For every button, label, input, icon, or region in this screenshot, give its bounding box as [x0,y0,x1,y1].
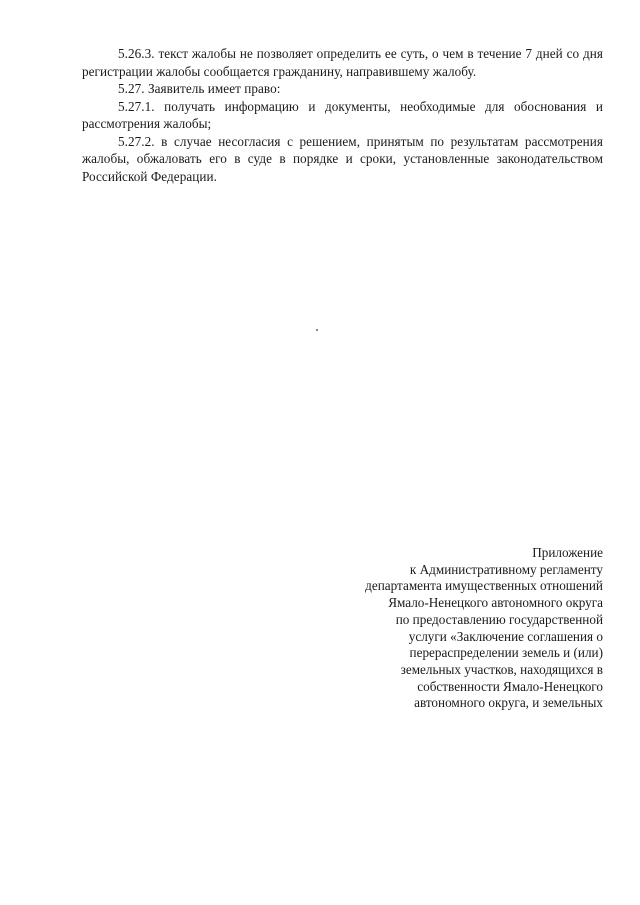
paragraph-5-26-3: 5.26.3. текст жалобы не позволяет определить ее суть, о чем в течение 7 дней со дня регистрации жалобы сообщается гражданину, направившему жалобу. [82,46,603,79]
appendix-line: по предоставлению государственной [395,611,603,627]
paragraph-5-27-2: 5.27.2. в случае несогласия с решением, принятым по результатам рассмотрения жалобы, обжаловать его в суде в порядке и сроки, установленные законодательством Российской Федерации. [82,133,603,184]
paragraph-5-27: 5.27. Заявитель имеет право: [118,81,281,96]
appendix-line: перераспределении земель и (или) [409,645,603,661]
appendix-line: Ямало-Ненецкого автономного округа [388,595,603,611]
scan-speck [316,329,318,331]
appendix-header [303,545,603,712]
appendix-line: собственности Ямало-Ненецкого [417,678,603,694]
paragraph-5-27-1: 5.27.1. получать информацию и документы, необходимые для обоснования и рассмотрения жалобы; [82,98,603,131]
appendix-title: Приложение [532,545,603,560]
appendix-line: земельных участков, находящихся в [400,661,603,677]
appendix-line: к Административному регламенту [409,561,603,577]
complaint-procedure-section [82,45,603,185]
appendix-line: услуги «Заключение соглашения о [408,628,603,644]
appendix-line: автономного округа, и земельных [414,695,603,711]
appendix-line: департамента имущественных отношений [365,578,603,594]
